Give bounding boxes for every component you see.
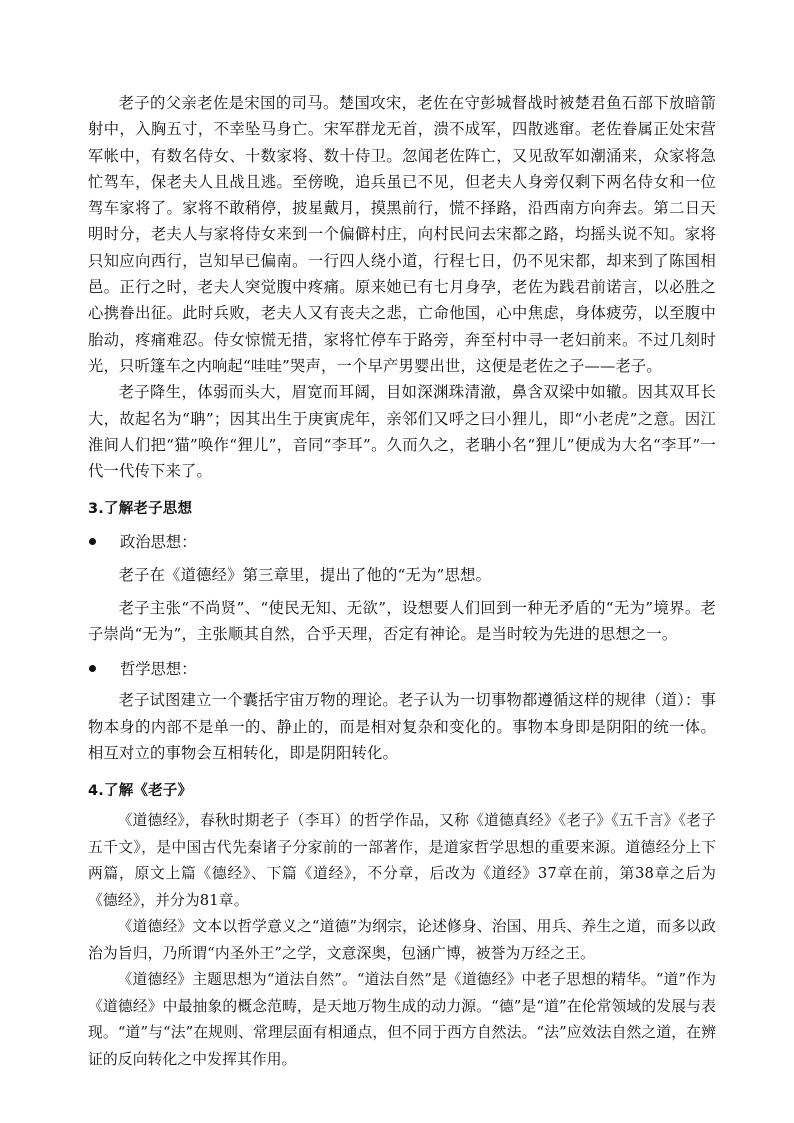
heading-laozi-thought: 3.了解老子思想 (88, 501, 193, 518)
paragraph-politics-detail: 老子主张“不尚贤”、“使民无知、无欲”，设想要人们回到一种无矛盾的“无为”境界。老子崇尚“无为”，主张顺其自然，合乎天理，否定有神论。是当时较为先进的思想之一。 (88, 598, 716, 644)
paragraph-laozi-birth-story: 老子的父亲老佐是宋国的司马。楚国攻宋，老佐在守彭城督战时被楚君鱼石部下放暗箭射中，入胸五寸，不幸坠马身亡。宋军群龙无首，溃不成军，四散逃窜。老佐眷属正处宋营军帐中，有数名侍女、十数家将、数十侍卫。忽闻老佐阵亡，又见敌军如潮涌来，众家将急忙驾车，保老夫人且战且逃。至傍晚，追兵虽已不见，但老夫人身旁仅剩下两名侍女和一位驾车家将了。家将不敢稍停，披星戴月，摸黑前行，慌不择路，沿西南方向奔去。第二日天明时分，老夫人与家将侍女来到一个偏僻村庄，向村民问去宋都之路，均摇头说不知。家将只知应向西行，岂知早已偏南。一行四人绕小道，行程七日，仍不见宋都，却来到了陈国相邑。正行之时，老夫人突觉腹中疼痛。原来她已有七月身孕，老佐为践君前诺言，以必胜之心携眷出征。此时兵败，老夫人又有丧夫之悲，亡命他国，心中焦虑，身体疲劳，以至腹中胎动，疼痛难忍。侍女惊慌无措，家将忙停车于路旁，奔至村中寻一老妇前来。不过几刻时光，只听篷车之内响起“哇哇”哭声，一个早产男婴出世，这便是老佐之子——老子。 (88, 94, 716, 375)
paragraph-daodejing-intro: 《道德经》，春秋时期老子（李耳）的哲学作品，又称《道德真经》《老子》《五千言》《老子五千文》，是中国古代先秦诸子分家前的一部著作，是道家哲学思想的重要来源。道德经分上下两篇，原文上篇《德经》、下篇《道经》，不分章，后改为《道经》37章在前，第38章之后为《德经》，并分为81章。 (88, 812, 716, 909)
paragraph-politics-wuwei: 老子在《道德经》第三章里，提出了他的“无为”思想。 (118, 566, 492, 585)
bullet-philosophical-thought (88, 653, 716, 683)
bullet-label-politics: 政治思想： (120, 533, 197, 552)
paragraph-daodejing-text: 《道德经》文本以哲学意义之“道德”为纲宗，论述修身、治国、用兵、养生之道，而多以政治为旨归，乃所谓“内圣外王”之学，文意深奥，包涵广博，被誉为万经之王。 (88, 918, 716, 962)
heading-laozi-book: 4.了解《老子》 (88, 783, 193, 800)
bullet-label-philosophy: 哲学思想： (120, 660, 197, 679)
bullet-dot-icon (89, 665, 96, 672)
paragraph-philosophy-detail: 老子试图建立一个囊括宇宙万物的理论。老子认为一切事物都遵循这样的规律（道）：事物本身的内部不是单一的、静止的，而是相对复杂和变化的。事物本身即是阴阳的统一体。相互对立的事物会互相转化，即是阴阳转化。 (88, 691, 716, 762)
bullet-political-thought (88, 526, 716, 556)
paragraph-laozi-naming: 老子降生，体弱而头大，眉宽而耳阔，目如深渊珠清澈，鼻含双梁中如辙。因其双耳长大，故起名为“聃”；因其出生于庚寅虎年，亲邻们又呼之曰小狸儿，即“小老虎”之意。因江淮间人们把“猫”唤作“狸儿”，音同“李耳”。久而久之，老聃小名“狸儿”便成为大名“李耳”一代一代传下来了。 (88, 383, 716, 481)
paragraph-daodejing-theme: 《道德经》主题思想为“道法自然”。“道法自然”是《道德经》中老子思想的精华。“道”作为《道德经》中最抽象的概念范畴，是天地万物生成的动力源。“德”是“道”在伦常领域的发展与表现。“道”与“法”在规则、常理层面有相通点，但不同于西方自然法。“法”应效法自然之道，在辨证的反向转化之中发挥其作用。 (88, 971, 716, 1068)
bullet-dot-icon (89, 538, 96, 545)
document-content (88, 90, 716, 1073)
